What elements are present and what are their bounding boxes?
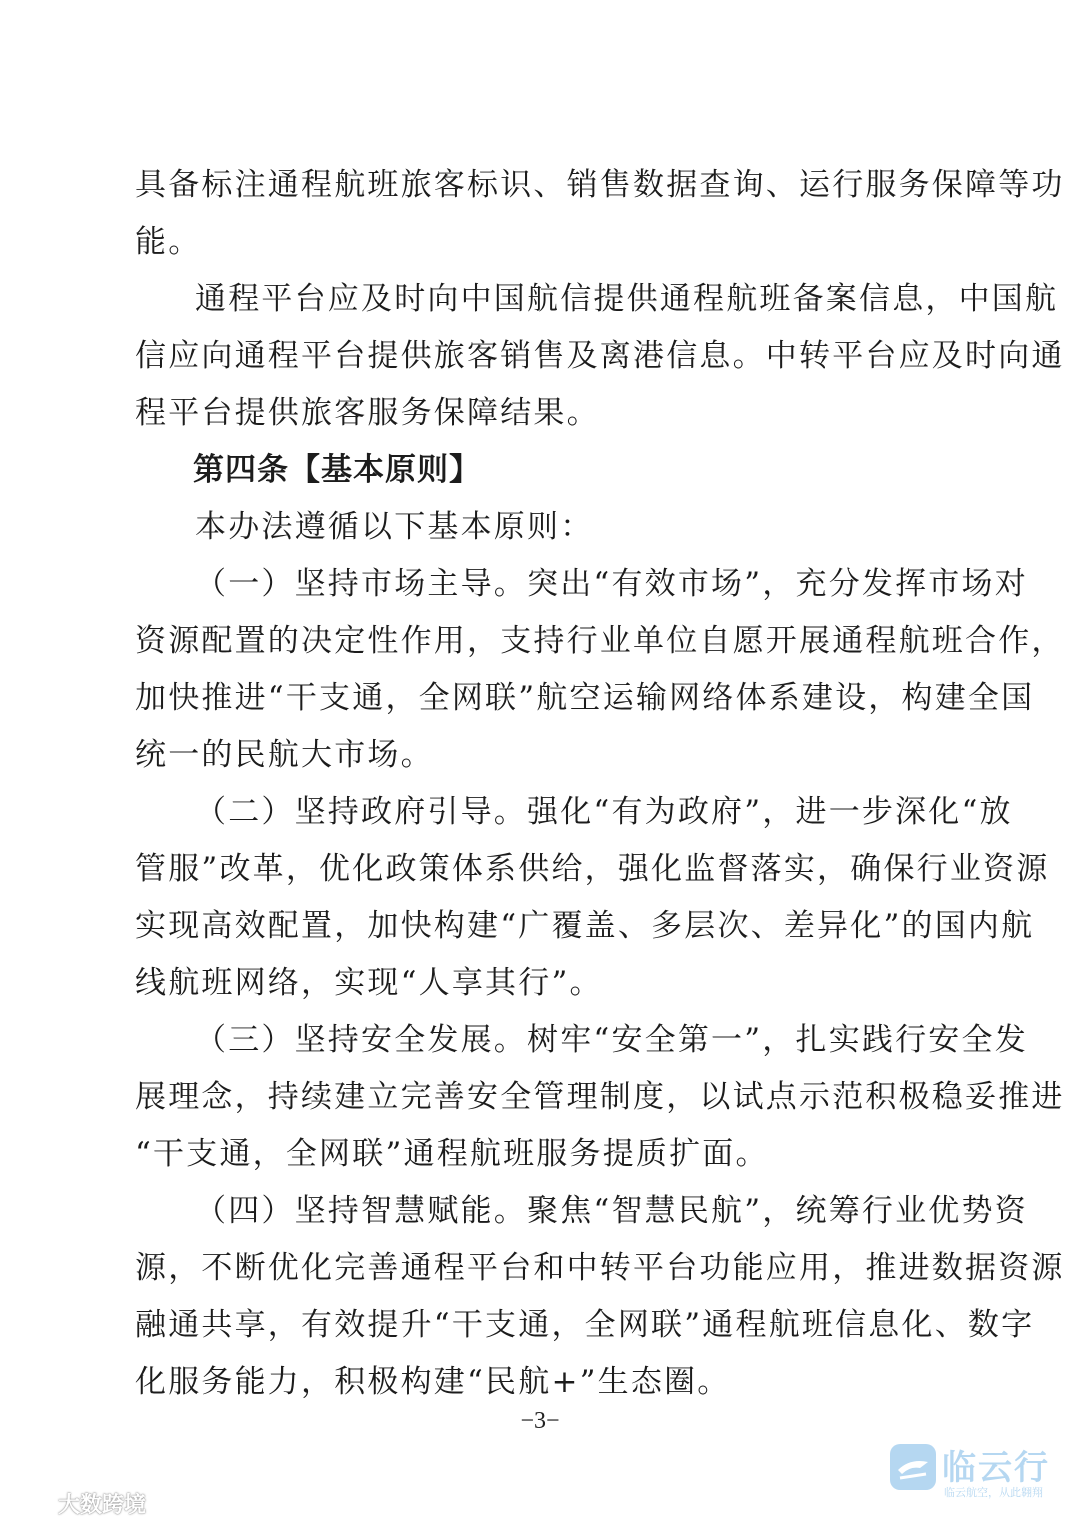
watermark-right [890, 1440, 1060, 1500]
text-line: 展理念，持续建立完善安全管理制度，以试点示范积极稳妥推进 [135, 1079, 1065, 1115]
text-line: （一）坚持市场主导。突出“有效市场”，充分发挥市场对 [195, 566, 1028, 602]
watermark-right-title: 临云行 [942, 1448, 1050, 1488]
text-line: 信应向通程平台提供旅客销售及离港信息。中转平台应及时向通 [135, 338, 1065, 374]
text-line: 具备标注通程航班旅客标识、销售数据查询、运行服务保障等功 [135, 167, 1065, 203]
section-heading: 第四条【基本原则】 [193, 452, 481, 488]
text-line: （四）坚持智慧赋能。聚焦“智慧民航”，统筹行业优势资 [195, 1193, 1028, 1229]
text-line: 资源配置的决定性作用，支持行业单位自愿开展通程航班合作， [135, 623, 1065, 659]
text-line: 化服务能力，积极构建“民航+”生态圈。 [135, 1364, 731, 1400]
text-line: 加快推进“干支通，全网联”航空运输网络体系建设，构建全国 [135, 680, 1035, 716]
watermark-left [6, 1488, 146, 1518]
text-line: 实现高效配置，加快构建“广覆盖、多层次、差异化”的国内航 [135, 908, 1035, 944]
text-line: 管服”改革，优化政策体系供给，强化监督落实，确保行业资源 [135, 851, 1050, 887]
text-line: 源，不断优化完善通程平台和中转平台功能应用，推进数据资源 [135, 1250, 1065, 1286]
text-line: 融通共享，有效提升“干支通，全网联”通程航班信息化、数字 [135, 1307, 1035, 1343]
text-line: （三）坚持安全发展。树牢“安全第一”，扎实践行安全发 [195, 1022, 1028, 1058]
page-number: −3− [520, 1408, 560, 1434]
watermark-right-subtitle: 临云航空，从此翱翔 [944, 1486, 1043, 1499]
weibo-logo-icon [6, 1490, 52, 1516]
text-line: 程平台提供旅客服务保障结果。 [135, 395, 600, 431]
watermark-left-text: 大数跨境 [58, 1492, 147, 1518]
text-line: 本办法遵循以下基本原则： [195, 509, 594, 545]
text-line: 统一的民航大市场。 [135, 737, 434, 773]
text-line: 能。 [135, 224, 202, 260]
text-line: （二）坚持政府引导。强化“有为政府”，进一步深化“放 [195, 794, 1013, 830]
text-line: 线航班网络，实现“人享其行”。 [135, 965, 603, 1001]
text-line: “干支通，全网联”通程航班服务提质扩面。 [135, 1136, 769, 1172]
text-line: 通程平台应及时向中国航信提供通程航班备案信息，中国航 [195, 281, 1059, 317]
airline-logo-icon [890, 1444, 936, 1490]
